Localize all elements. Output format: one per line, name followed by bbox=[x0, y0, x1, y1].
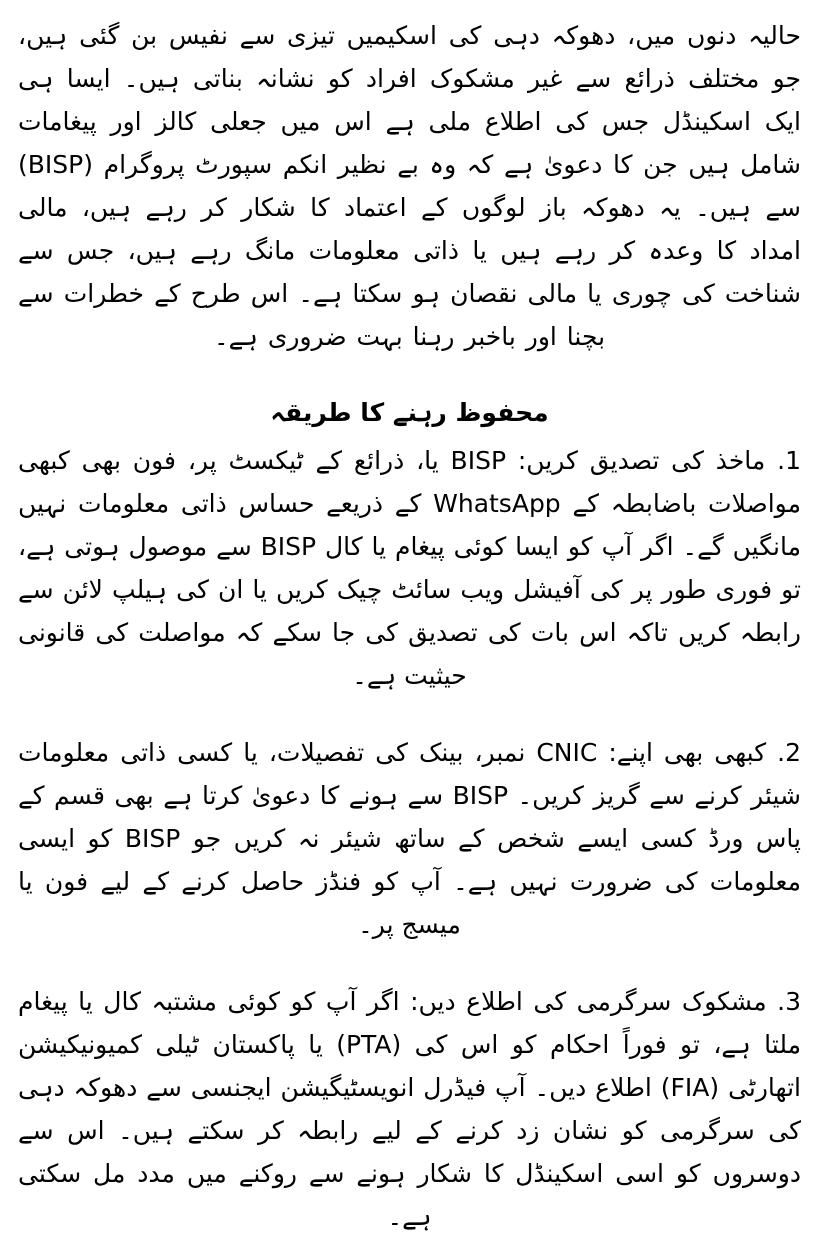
section-heading: محفوظ رہنے کا طریقہ bbox=[270, 398, 549, 427]
step-item-1: 1. ماخذ کی تصدیق کریں: BISP یا، ذرائع کے ٹیکسٹ پر، فون بھی کبھی مواصلات باضابطہ کے WhatsApp کے ذریعے حساس ذاتی معلومات نہیں مانگیں گے۔ اگر آپ کو ایسا کوئی پیغام یا کال BISP سے موصول ہوتی ہے، تو فوری طور پر کی آفیشل ویب سائٹ چیک کریں یا ان کی ہیلپ لائن سے رابطہ کریں تاکہ اس بات کی تصدیق کی جا سکے کہ مواصلت کی قانونی حیثیت ہے۔ bbox=[18, 445, 801, 690]
step-item-3: 3. مشکوک سرگرمی کی اطلاع دیں: اگر آپ کو کوئی مشتبہ کال یا پیغام ملتا ہے، تو فوراً احکام کو اس کی (PTA) یا پاکستان ٹیلی کمیونیکیشن اتھارٹی (FIA) اطلاع دیں۔ آپ فیڈرل انویسٹیگیشن ایجنسی سے دھوکہ دہی کی سرگرمی کو نشان زد کرنے کے لیے رابطہ کر سکتے ہیں۔ اس سے دوسروں کو اسی اسکینڈل کا شکار ہونے سے روکنے میں مدد مل سکتی ہے۔ bbox=[18, 986, 801, 1231]
step-item-2: 2. کبھی بھی اپنے: CNIC نمبر، بینک کی تفصیلات، یا کسی ذاتی معلومات شیئر کرنے سے گریز کریں۔ BISP سے ہونے کا دعویٰ کرتا ہے بھی قسم کے پاس ورڈ کسی ایسے شخص کے ساتھ شیئر نہ کریں جو BISP کو ایسی معلومات کی ضرورت نہیں ہے۔ آپ کو فنڈز حاصل کرنے کے لیے فون یا میسج پر۔ bbox=[18, 737, 801, 939]
intro-paragraph: حالیہ دنوں میں، دھوکہ دہی کی اسکیمیں تیزی سے نفیس بن گئی ہیں، جو مختلف ذرائع سے غیر مشکوک افراد کو نشانہ بناتی ہیں۔ ایسا ہی ایک اسکینڈل جس کی اطلاع ملی ہے اس میں جعلی کالز اور پیغامات شامل ہیں جن کا دعویٰ ہے کہ وہ بے نظیر انکم سپورٹ پروگرام (BISP) سے ہیں۔ یہ دھوکہ باز لوگوں کے اعتماد کا شکار کر رہے ہیں، مالی امداد کا وعدہ کر رہے ہیں یا ذاتی معلومات مانگ رہے ہیں، جس سے شناخت کی چوری یا مالی نقصان ہو سکتا ہے۔ اس طرح کے خطرات سے بچنا اور باخبر رہنا بہت ضروری ہے۔ bbox=[18, 21, 801, 351]
